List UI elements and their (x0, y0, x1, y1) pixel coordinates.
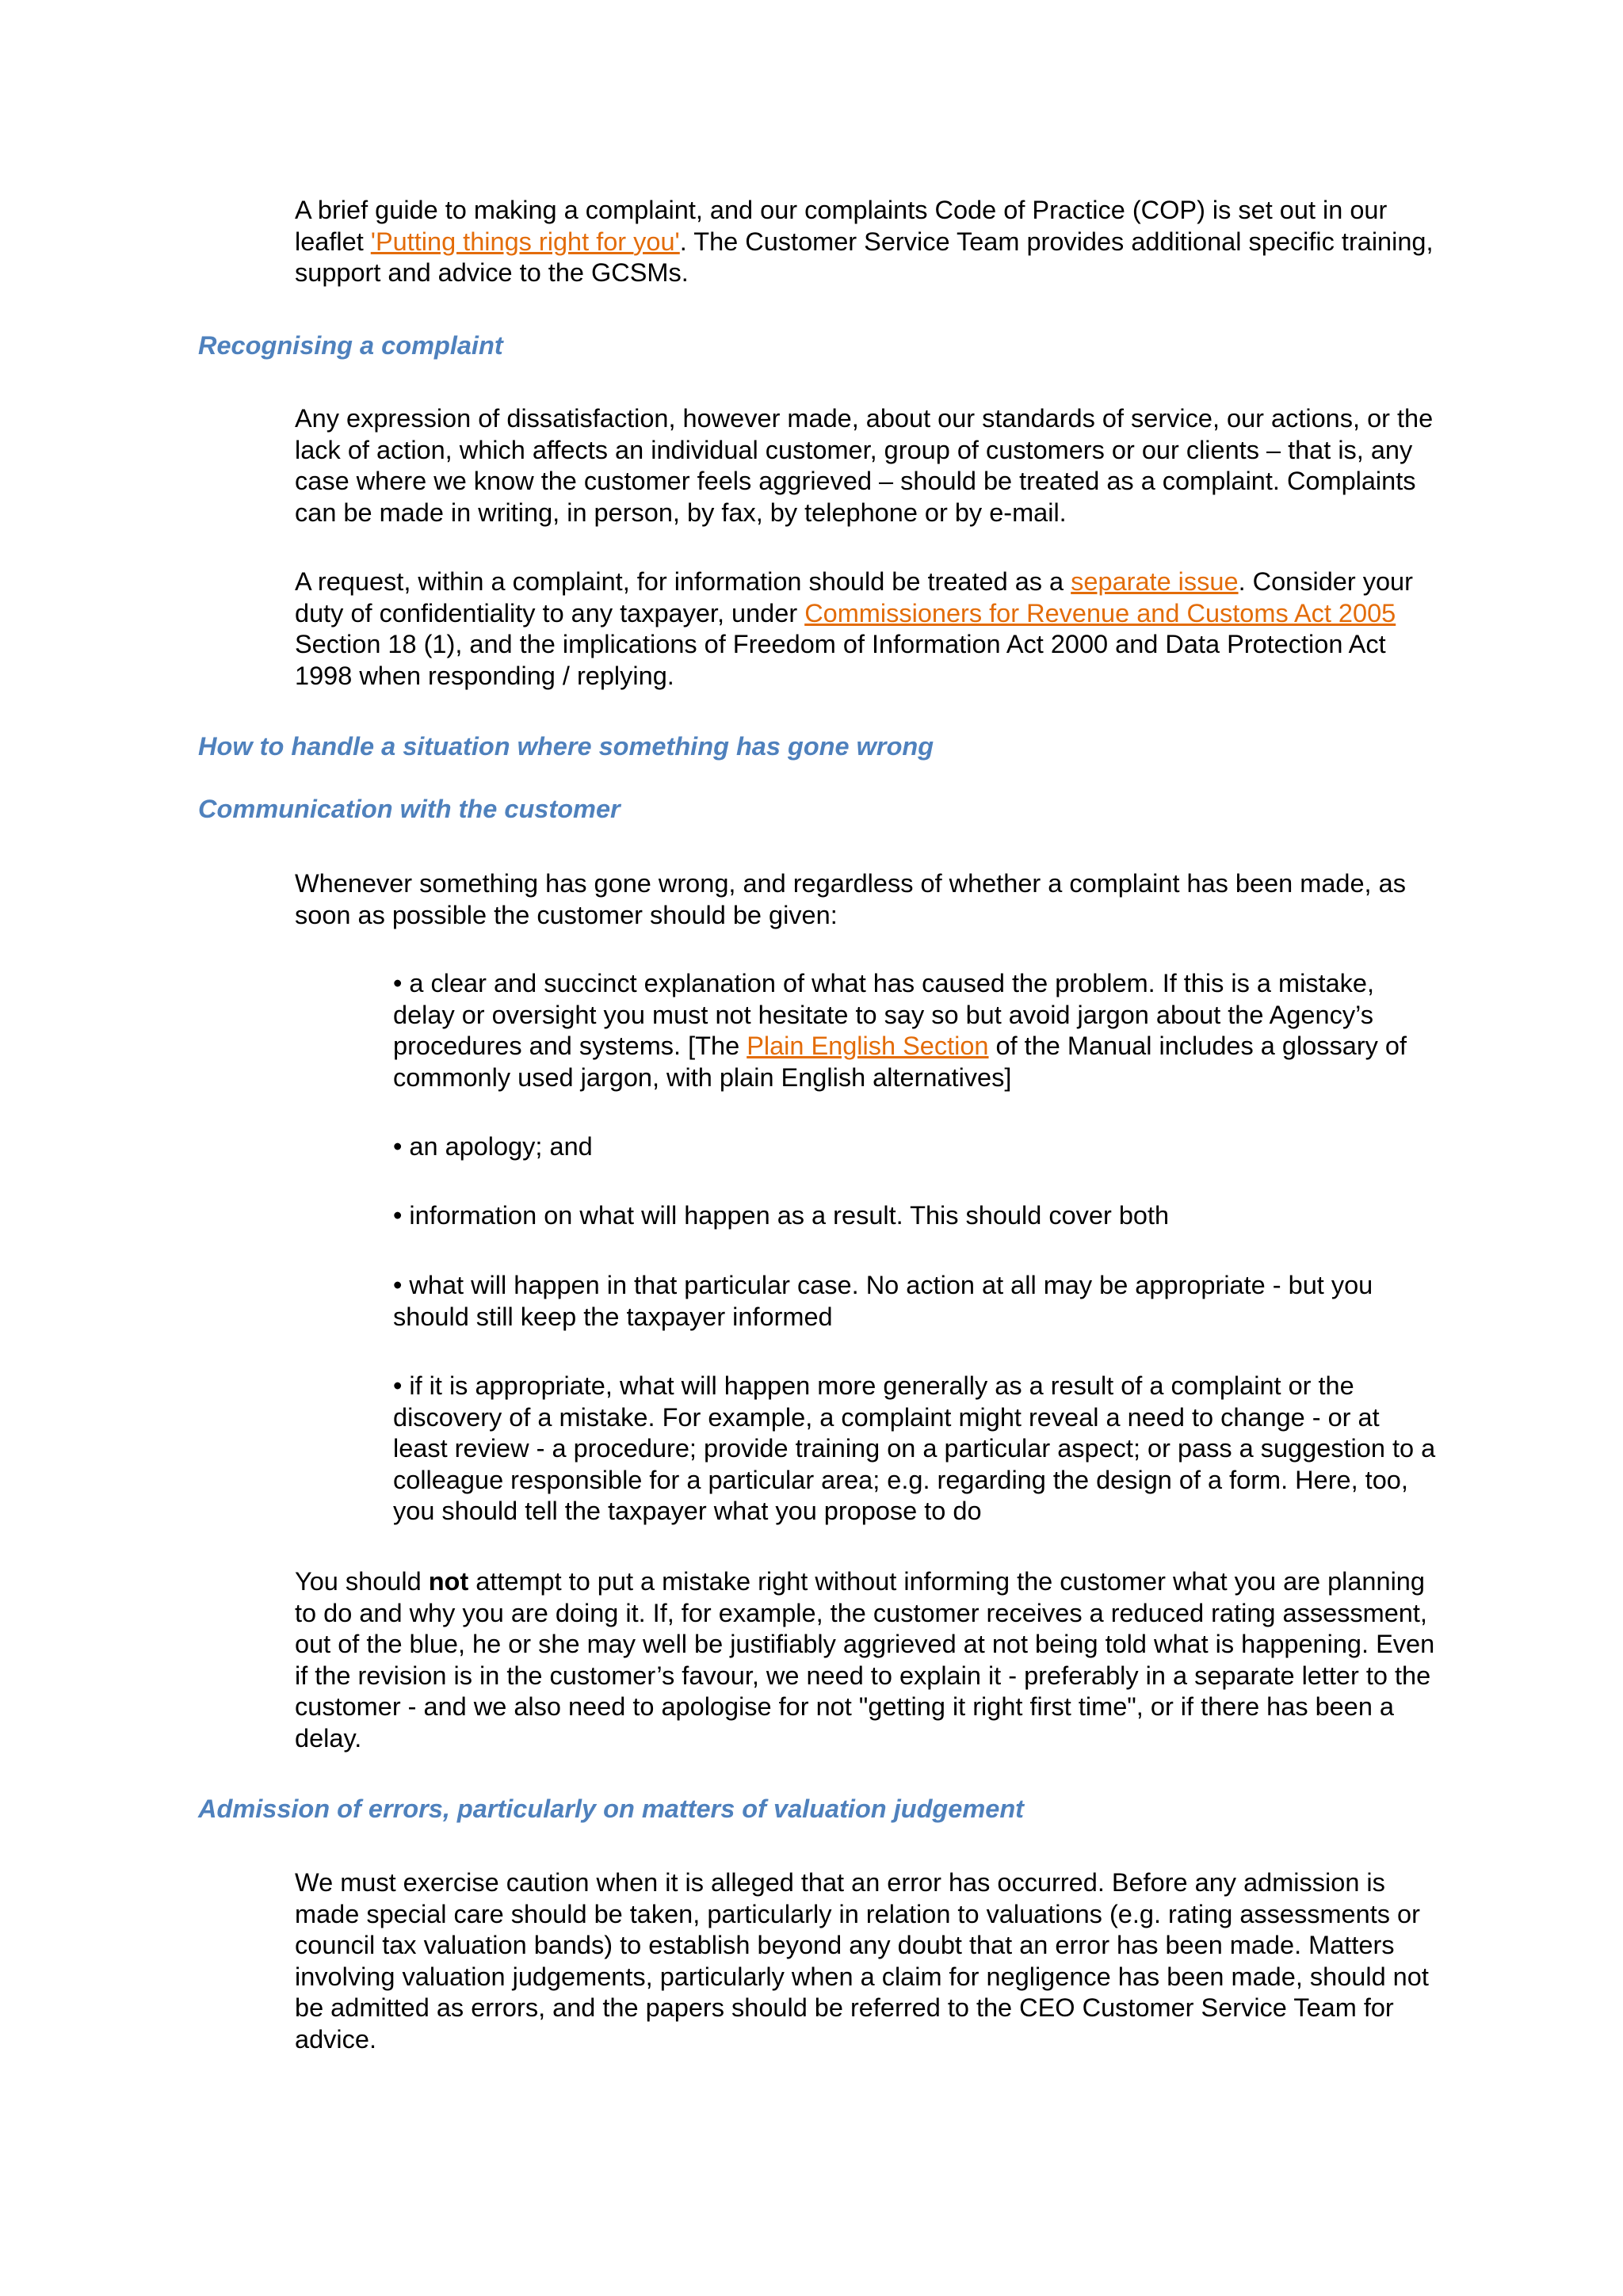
admission-paragraph: We must exercise caution when it is alleged that an error has occurred. Before any admission is made special care should be taken, particularly in relation to valuations (e.g. rating assessments or council tax valuation bands) to establish beyond any doubt that an error has been made. Matters involving valuation judgements, particularly when a claim for negligence has been made, should not be admitted as errors, and the papers should be referred to the CEO Customer Service Team for advice. (295, 1868, 1429, 2054)
closing-text-start: You should (295, 1567, 429, 1596)
recognising-p2-text-end: Section 18 (1), and the implications of Freedom of Information Act 2000 and Data Protection Act 1998 when responding / replying. (295, 630, 1386, 690)
intro-text-start: A brief guide to making a complaint, and our complaints Code of Practice (COP) is set out in our leaflet (295, 196, 1388, 256)
closing-text-end: attempt to put a mistake right without informing the customer what you are planning to do and why you are doing it. If, for example, the customer receives a reduced rating assessment, out of the blue, he or she may well be justifiably aggrieved at not being told what is happening. Even if the revision is in the customer’s favour, we need to explain it - preferably in a separate letter to the customer - and we also need to apologise for not "getting it right first time", or if there has been a delay. (295, 1567, 1435, 1753)
intro-paragraph (295, 195, 1436, 289)
heading-communication: Communication with the customer (198, 795, 621, 823)
recognising-p2-text-middle: . Consider your duty of confidentiality to any taxpayer, under (295, 567, 1413, 627)
heading-recognising-complaint: Recognising a complaint (198, 331, 503, 360)
bullet1-text-end: of the Manual includes a glossary of commonly used jargon, with plain English alternatives] (393, 1032, 1407, 1092)
putting-things-right-link[interactable]: 'Putting things right for you' (370, 227, 680, 256)
recognising-paragraph-1: Any expression of dissatisfaction, however made, about our standards of service, our actions, or the lack of action, which affects an individual customer, group of customers or our clients – that is, any case where we know the customer feels aggrieved – should be treated as a complaint. Complaints can be made in writing, in person, by fax, by telephone or by e-mail. (295, 404, 1434, 527)
bullet-apology: • an apology; and (393, 1132, 593, 1161)
recognising-paragraph-2 (295, 566, 1436, 692)
bullet-explanation (393, 968, 1439, 1093)
closing-bold-not: not (428, 1567, 469, 1596)
recognising-p2-text-start: A request, within a complaint, for information should be treated as a (295, 567, 1071, 596)
commissioners-act-link[interactable]: Commissioners for Revenue and Customs Act 2005 (804, 598, 1396, 627)
bullet1-text-start: • a clear and succinct explanation of what has caused the problem. If this is a mistake, delay or oversight you must not hesitate to say so but avoid jargon about the Agency’s procedures and systems. [The (393, 969, 1374, 1060)
heading-admission-of-errors: Admission of errors, particularly on matters of valuation judgement (198, 1794, 1024, 1823)
communication-closing-paragraph (295, 1566, 1436, 1754)
heading-how-to-handle: How to handle a situation where something has gone wrong (198, 732, 934, 761)
bullet-particular-case: • what will happen in that particular case. No action at all may be appropriate - but you should still keep the taxpayer informed (393, 1271, 1373, 1331)
plain-english-section-link[interactable]: Plain English Section (747, 1032, 989, 1060)
communication-intro: Whenever something has gone wrong, and regardless of whether a complaint has been made, as soon as possible the customer should be given: (295, 869, 1406, 929)
intro-text-end: . The Customer Service Team provides additional specific training, support and advice to the GCSMs. (295, 227, 1434, 287)
separate-issue-link[interactable]: separate issue (1071, 567, 1239, 596)
bullet-more-generally: • if it is appropriate, what will happen more generally as a result of a complaint or the discovery of a mistake. For example, a complaint might reveal a need to change - or at least review - a procedure; provide training on a particular aspect; or pass a suggestion to a colleague responsible for a particular area; e.g. regarding the design of a form. Here, too, you should tell the taxpayer what you propose to do (393, 1371, 1436, 1525)
bullet-information: • information on what will happen as a result. This should cover both (393, 1201, 1170, 1230)
